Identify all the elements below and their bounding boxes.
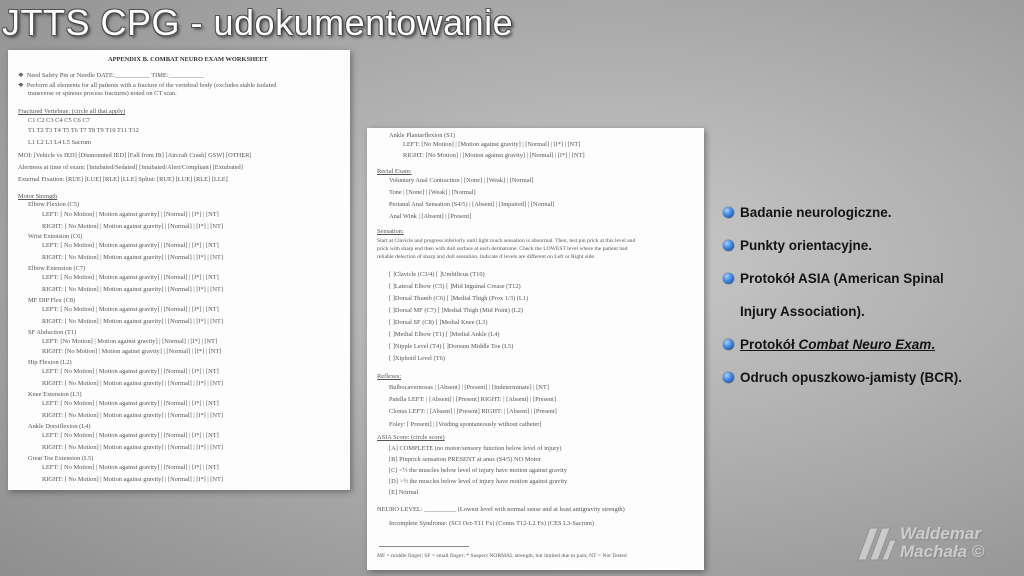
worksheet-line: RIGHT: [ No Motion] | Motion against gravity] | [Normal] | [I*] | [NT] (42, 444, 224, 451)
worksheet-line: Clonus LEFT: | [Absent] | [Present] RIGHT: | [Absent] | [Present] (389, 408, 557, 415)
worksheet-line: T1 T2 T3 T4 T5 T6 T7 T8 T9 T10 T11 T12 (28, 127, 139, 134)
worksheet-line: [ ]Medial Elbow (T1) [ ]Medial Ankle (L4) (389, 331, 500, 338)
worksheet-line: C1 C2 C3 C4 C5 C6 C7 (28, 117, 90, 124)
worksheet-line: [B] Pinprick sensation PRESENT at anus (S4/5) NO Motor (389, 456, 541, 463)
worksheet-line: RIGHT: [ No Motion] | Motion against gravity] | [Normal] | [I*] | [NT] (42, 318, 224, 325)
worksheet-header: APPENDIX B. COMBAT NEURO EXAM WORKSHEET (108, 56, 268, 63)
worksheet-line: Alertness at time of exam: [Intubated/Sedated] [Intubated/Alert/Compliant] [Extubated] (18, 164, 243, 171)
worksheet-line: LEFT: [ No Motion] | Motion against gravity] | [Normal] | [I*] | [NT] (42, 242, 219, 249)
bullet-text (740, 337, 935, 352)
worksheet-line: Patella LEFT: | [Absent] | [Present] RIGHT: | [Absent] | [Present] (389, 396, 557, 403)
worksheet-line: [A] COMPLETE (no motor/sensory function below level of injury) (389, 445, 562, 452)
worksheet-line: [E] Normal (389, 489, 419, 496)
worksheet-page-left (8, 50, 350, 490)
worksheet-line: [ ]Nipple Level (T4) [ ]Dorsum Middle Toe (L5) (389, 343, 514, 350)
worksheet-line: Elbow Extension (C7) (28, 265, 86, 272)
worksheet-line: RIGHT: [ No Motion] | Motion against gravity] | [Normal] | [I*] | [NT] (42, 412, 224, 419)
worksheet-line: RIGHT: [ No Motion] | Motion against gravity] | [Normal] | [I*] | [NT] (42, 380, 224, 387)
worksheet-line: MOI: [Vehicle vs IED] [Dismounted IED] [Fall from Ht] [Aircraft Crash] GSW] [OTHER] (18, 152, 252, 159)
worksheet-line: LEFT: [ No Motion] | Motion against gravity] | [Normal] | [I*] | [NT] (42, 432, 219, 439)
worksheet-line: transverse or spinous process fractures) noted on CT scan. (28, 90, 177, 97)
bullet-item (722, 328, 1022, 361)
worksheet-line: Ankle Dorsiflexion (L4) (28, 423, 91, 430)
worksheet-line: reliable detection of sharp and dull sensation. Indicate if levels are different on Left or Right side. (377, 254, 596, 260)
worksheet-line: Fractured Vertebrae: (circle all that apply) (18, 108, 126, 115)
logo-mark-icon (856, 522, 898, 562)
bullet-icon (723, 207, 734, 218)
worksheet-line: SF Abduction (T1) (28, 329, 77, 336)
worksheet-footnote: MF = middle finger; SF = small finger; * Suspect NORMAL strength, but limited due to pain; NT = Not Tested (377, 553, 627, 559)
bullet-text: Punkty orientacyjne. (740, 238, 873, 253)
worksheet-line: External Fixation: [RUE] [LUE] [RLE] [LLE] Splint: [RUE] [LUE] [RLE] [LLE] (18, 176, 228, 183)
worksheet-line: Voluntary Anal Contraction | [None] | [Weak] | [Normal] (389, 177, 534, 184)
bullet-text-suffix: . (931, 337, 936, 352)
worksheet-line: prick with sharp end then with dull surface at each dermatome. Check the LOWEST level where the patient had (377, 246, 628, 252)
bullet-text: Badanie neurologiczne. (740, 205, 892, 220)
worksheet-line: Great Toe Extension (L5) (28, 455, 94, 462)
worksheet-line: Elbow Flexion (C5) (28, 201, 80, 208)
worksheet-line: LEFT: [No Motion] | Motion against gravity] | [Normal] | [I*] | [NT] (42, 338, 218, 345)
bullet-icon (723, 273, 734, 284)
worksheet-line: LEFT: [ No Motion] | Motion against gravity] | [Normal] | [I*] | [NT] (42, 400, 219, 407)
worksheet-line: Bulbocavernosus | [Absent] | [Present] | [Indeterminate] | [NT] (389, 384, 549, 391)
worksheet-line: RIGHT: [ No Motion] | Motion against gravity] | [Normal] | [I*] | [NT] (42, 254, 224, 261)
worksheet-line: Incomplete Syndrome: (SCI Oct-T11 Fx) (Conus T12-L2 Fx) (CES L3-Sacrum) (389, 520, 595, 527)
worksheet-line: Knee Extension (L3) (28, 391, 82, 398)
worksheet-line: Perianal Anal Sensation (S4/5) | [Absent] | [Impaired] | [Normal] (389, 201, 555, 208)
worksheet-line: [ ]Dorsal SF (C8) [ ]Medial Knee (L3) (389, 319, 488, 326)
worksheet-line: [D] >½ the muscles below level of injury have motion against gravity (389, 478, 568, 485)
worksheet-line: Start at Clavicle and progress inferiorly until light touch sensation is abnormal. Then, test pin prick at this level and (377, 238, 636, 244)
worksheet-line: [ ]Dorsal MF (C7) [ ]Medial Thigh (Mid Point) (L2) (389, 307, 523, 314)
worksheet-line: [ ]Clavicle (C3/4) [ ]Umbilicus (T10) (389, 271, 485, 278)
worksheet-line: Reflexes: (377, 373, 402, 380)
bullet-icon (723, 372, 734, 383)
worksheet-line: LEFT: [ No Motion] | Motion against gravity] | [Normal] | [I*] | [NT] (42, 368, 219, 375)
worksheet-line: ASIA Score: (circle score) (377, 434, 445, 441)
worksheet-line: NEURO LEVEL: __________ (Lowest level with normal sense and at least antigravity strength) (377, 506, 625, 513)
worksheet-line: L1 L2 L3 L4 L5 Sacrum (28, 139, 92, 146)
worksheet-line: LEFT: [No Motion] | [Motion against gravity] | [Normal] | [I*] | [NT] (403, 141, 581, 148)
bullet-text-prefix: Protokół (740, 337, 799, 352)
bullet-text: Protokół ASIA (American Spinal (740, 271, 944, 286)
footnote-divider (379, 546, 469, 547)
worksheet-line: RIGHT: [ No Motion] | Motion against gravity] | [Normal] | [I*] | [NT] (42, 476, 224, 483)
worksheet-line: LEFT: [ No Motion] | Motion against gravity] | [Normal] | [I*] | [NT] (42, 211, 219, 218)
worksheet-line: RIGHT: [No Motion] | [Motion against gravity] | [Normal] | [I*] | [NT] (403, 152, 585, 159)
bullet-item (722, 196, 1022, 229)
bullet-item (722, 229, 1022, 262)
worksheet-line: Hip Flexion (L2) (28, 359, 72, 366)
worksheet-line: LEFT: [ No Motion] | Motion against gravity] | [Normal] | [I*] | [NT] (42, 464, 219, 471)
bullet-item (722, 361, 1022, 394)
worksheet-line: LEFT: [ No Motion] | Motion against gravity] | [Normal] | [I*] | [NT] (42, 274, 219, 281)
worksheet-line: Rectal Exam: (377, 168, 412, 175)
worksheet-line: [ ]Dorsal Thumb (C6) [ ]Medial Thigh (Prox 1/3) (L1) (389, 295, 529, 302)
watermark-line-2: Machała © (900, 542, 985, 561)
worksheet-line: [C] <½ the muscles below level of injury have motion against gravity (389, 467, 567, 474)
worksheet-line: LEFT: [ No Motion] | Motion against gravity] | [Normal] | [I*] | [NT] (42, 306, 219, 313)
worksheet-line: Sensation: (377, 228, 404, 235)
bullet-list (722, 196, 1022, 394)
bullet-item (722, 262, 1022, 328)
worksheet-line: Anal Wink | [Absent] | [Present] (389, 213, 472, 220)
worksheet-line: MF DIP Flex (C8) (28, 297, 76, 304)
bullet-text: Odruch opuszkowo-jamisty (BCR). (740, 370, 963, 385)
worksheet-line: ❖ Need Safety Pin or Needle DATE:___________ TIME:___________ (18, 72, 204, 80)
watermark-line-1: Waldemar (900, 524, 981, 543)
worksheet-line: RIGHT: [ No Motion] | Motion against gravity] | [Normal] | [I*] | [NT] (42, 286, 224, 293)
bullet-icon (723, 339, 734, 350)
bullet-text-continuation: Injury Association). (740, 304, 865, 319)
worksheet-line: RIGHT: [No Motion] | Motion against gravity] | [Normal] | [I*] | [NT] (42, 348, 222, 355)
slide-title: JTTS CPG - udokumentowanie (2, 2, 514, 43)
watermark-logo (856, 518, 1016, 566)
worksheet-line: ❖ Perform all elements for all patients with a fracture of the vertebral body (excludes stable isolated (18, 82, 276, 90)
worksheet-line: [ ]Xiphoid Level (T6) (389, 355, 445, 362)
bullet-icon (723, 240, 734, 251)
worksheet-line: Motor Strength (18, 193, 58, 200)
worksheet-line: Ankle Plantarflexion (S1) (389, 132, 456, 139)
worksheet-page-right (367, 128, 704, 570)
worksheet-line: RIGHT: [ No Motion] | Motion against gravity] | [Normal] | [I*] | [NT] (42, 223, 224, 230)
worksheet-line: [ ]Lateral Elbow (C5) [ ]Mid Inguinal Crease (T12) (389, 283, 521, 290)
worksheet-line: Wrist Extension (C6) (28, 233, 83, 240)
bullet-text-emphasis: Combat Neuro Exam (798, 337, 932, 352)
worksheet-line: Tone | [None] | [Weak] | [Normal] (389, 189, 476, 196)
worksheet-line: Foley: [ Present] | [Voiding spontaneously without catheter] (389, 421, 542, 428)
